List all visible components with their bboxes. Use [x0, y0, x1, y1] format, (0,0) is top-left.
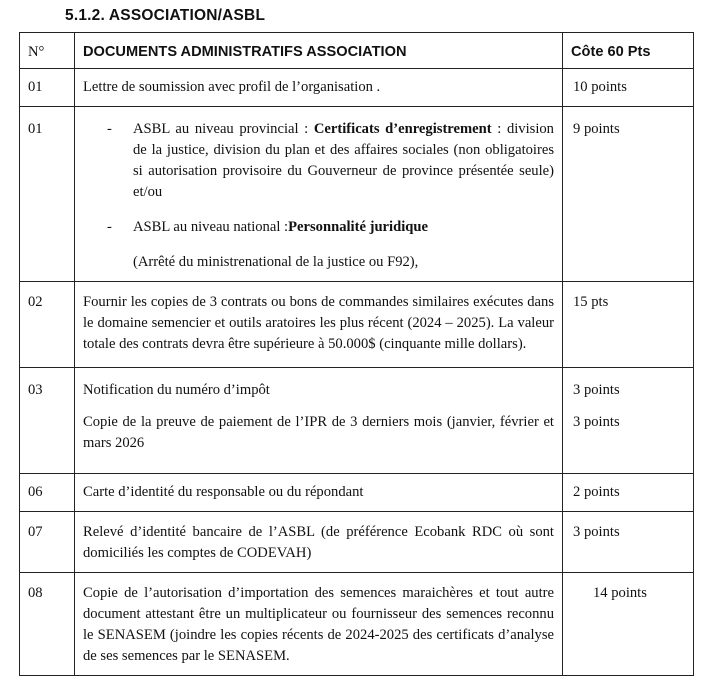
table-row [20, 512, 694, 573]
row-document: Carte d’identité du responsable ou du répondant [75, 474, 563, 512]
list-item [83, 119, 554, 203]
header-documents: DOCUMENTS ADMINISTRATIFS ASSOCIATION [75, 33, 563, 69]
row-note: (Arrêté du ministrenational de la justice ou F92), [133, 254, 419, 270]
row-document [75, 107, 563, 282]
row-number: 06 [20, 474, 75, 512]
section-title: 5.1.2. ASSOCIATION/ASBL [65, 7, 266, 24]
table-row [20, 573, 694, 676]
bullet-text: ASBL au niveau provincial : [133, 121, 314, 137]
bullet-bold-text: Personnalité juridique [288, 219, 428, 235]
row-document: Relevé d’identité bancaire de l’ASBL (de préférence Ecobank RDC où sont domiciliés les comptes de CODEVAH) [75, 512, 563, 573]
row-number: 01 [20, 69, 75, 107]
row-points-line: 3 points [573, 414, 620, 430]
row-points: 10 points [563, 69, 694, 107]
row-points: 2 points [563, 474, 694, 512]
row-points-line: 3 points [573, 382, 620, 398]
table-row [20, 474, 694, 512]
table-row [20, 107, 694, 282]
row-document: Fournir les copies de 3 contrats ou bons de commandes similaires exécutes dans le domaine semencier et outils aratoires les plus récent (2024 – 2025). La valeur totale des contrats devra être supérieure à 50.000$ (cinquante mille dollars). [75, 282, 563, 368]
documents-table [19, 32, 694, 676]
header-points: Côte 60 Pts [563, 33, 694, 69]
table-row [20, 368, 694, 474]
row-points: 3 points [563, 512, 694, 573]
bullet-dash: - [107, 219, 112, 235]
header-num: N° [20, 33, 75, 69]
row-points [563, 368, 694, 474]
table-row [20, 69, 694, 107]
row-number: 08 [20, 573, 75, 676]
row-document: Copie de l’autorisation d’importation des semences maraichères et tout autre document attestant être un multiplicateur ou fournisseur des semences reconnu le SENASEM (joindre les copies récents de 2024-2025 des certificats d’analyse de ses semences par le SENASEM. [75, 573, 563, 676]
row-number: 02 [20, 282, 75, 368]
row-points: 14 points [563, 573, 694, 676]
row-points: 9 points [563, 107, 694, 282]
table-header-row [20, 33, 694, 69]
row-number: 01 [20, 107, 75, 282]
row-points: 15 pts [563, 282, 694, 368]
bullet-text: : division de la justice, division du plan et des affaires sociales (non obligatoires si autorisation provisoire du Gouverneur de province présentée seule) et/ou [133, 121, 554, 200]
table-row [20, 282, 694, 368]
row-document-line: Copie de la preuve de paiement de l’IPR de 3 derniers mois (janvier, février et mars 2026 [83, 414, 554, 451]
row-document [75, 368, 563, 474]
row-document-line: Notification du numéro d’impôt [83, 382, 270, 398]
row-number: 03 [20, 368, 75, 474]
list-item [83, 217, 554, 238]
row-document: Lettre de soumission avec profil de l’organisation . [75, 69, 563, 107]
bullet-text: ASBL au niveau national : [133, 219, 289, 235]
bullet-dash: - [107, 121, 112, 137]
row-number: 07 [20, 512, 75, 573]
bullet-bold-text: Certificats d’enregistrement [313, 121, 492, 137]
